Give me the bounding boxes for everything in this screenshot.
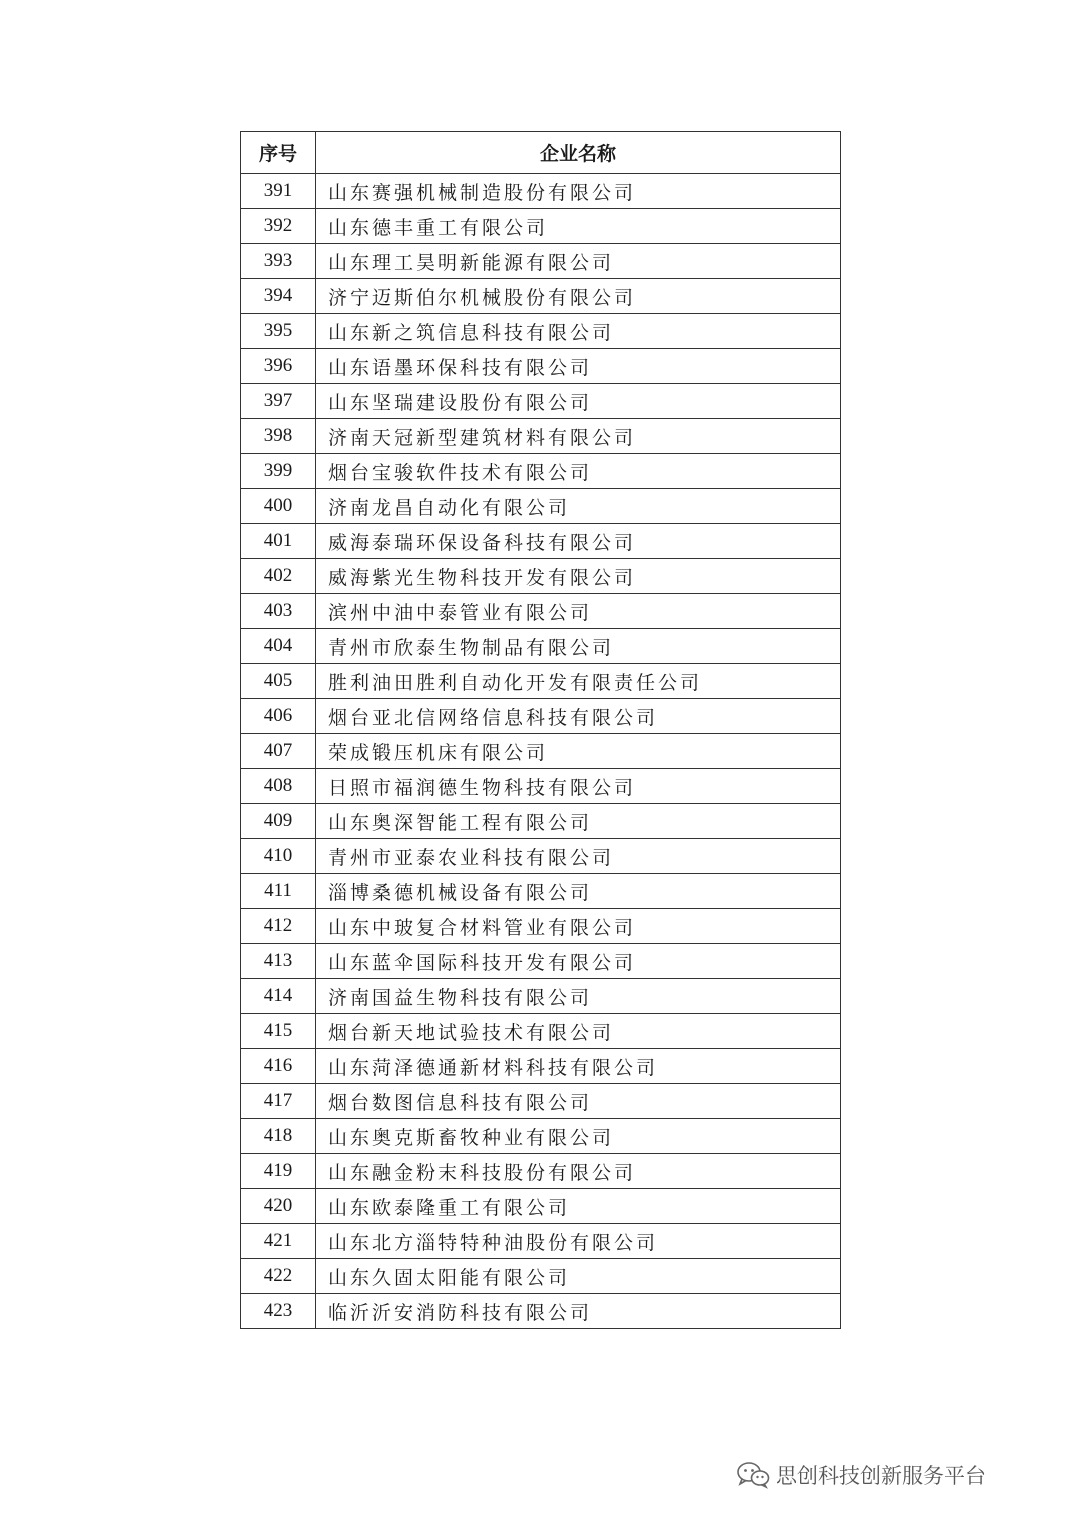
table-row [241,1119,841,1154]
serial-number-cell: 404 [241,629,316,664]
table-row [241,1259,841,1294]
company-name-cell: 日照市福润德生物科技有限公司 [316,769,841,804]
table-row [241,489,841,524]
serial-number-cell: 392 [241,209,316,244]
table-row [241,349,841,384]
company-name-cell: 淄博桑德机械设备有限公司 [316,874,841,909]
serial-number-cell: 412 [241,909,316,944]
table-row [241,244,841,279]
company-name-cell: 荣成锻压机床有限公司 [316,734,841,769]
company-name-cell: 胜利油田胜利自动化开发有限责任公司 [316,664,841,699]
serial-number-cell: 419 [241,1154,316,1189]
company-name-cell: 烟台亚北信网络信息科技有限公司 [316,699,841,734]
serial-number-cell: 403 [241,594,316,629]
table-row [241,279,841,314]
serial-number-cell: 415 [241,1014,316,1049]
serial-number-cell: 421 [241,1224,316,1259]
serial-number-cell: 405 [241,664,316,699]
company-name-cell: 烟台数图信息科技有限公司 [316,1084,841,1119]
table-row [241,174,841,209]
company-name-cell: 山东菏泽德通新材料科技有限公司 [316,1049,841,1084]
table-header-row [241,132,841,174]
company-name-cell: 济南天冠新型建筑材料有限公司 [316,419,841,454]
table-row [241,1294,841,1329]
company-name-cell: 威海泰瑞环保设备科技有限公司 [316,524,841,559]
table-row [241,734,841,769]
company-name-cell: 山东融金粉末科技股份有限公司 [316,1154,841,1189]
serial-number-cell: 398 [241,419,316,454]
table-row [241,664,841,699]
serial-number-cell: 410 [241,839,316,874]
serial-number-cell: 406 [241,699,316,734]
serial-number-cell: 422 [241,1259,316,1294]
serial-number-cell: 416 [241,1049,316,1084]
serial-number-cell: 407 [241,734,316,769]
company-name-cell: 山东蓝伞国际科技开发有限公司 [316,944,841,979]
company-name-cell: 烟台宝骏软件技术有限公司 [316,454,841,489]
table-row [241,804,841,839]
table-row [241,874,841,909]
table-row [241,1154,841,1189]
table-row [241,419,841,454]
table-row [241,1189,841,1224]
table-row [241,209,841,244]
table-row [241,699,841,734]
serial-number-cell: 395 [241,314,316,349]
table-body [241,174,841,1329]
serial-number-cell: 394 [241,279,316,314]
company-name-cell: 济宁迈斯伯尔机械股份有限公司 [316,279,841,314]
table-row [241,1049,841,1084]
header-company-name: 企业名称 [316,132,841,174]
company-name-cell: 济南国益生物科技有限公司 [316,979,841,1014]
table-row [241,594,841,629]
company-name-cell: 山东欧泰隆重工有限公司 [316,1189,841,1224]
company-name-cell: 山东中玻复合材料管业有限公司 [316,909,841,944]
company-name-cell: 滨州中油中泰管业有限公司 [316,594,841,629]
company-name-cell: 山东坚瑞建设股份有限公司 [316,384,841,419]
serial-number-cell: 402 [241,559,316,594]
serial-number-cell: 420 [241,1189,316,1224]
company-name-cell: 临沂沂安消防科技有限公司 [316,1294,841,1329]
table-row [241,314,841,349]
company-name-cell: 青州市亚泰农业科技有限公司 [316,839,841,874]
company-name-cell: 山东久固太阳能有限公司 [316,1259,841,1294]
company-name-cell: 威海紫光生物科技开发有限公司 [316,559,841,594]
serial-number-cell: 396 [241,349,316,384]
header-serial-number: 序号 [241,132,316,174]
watermark-text: 思创科技创新服务平台 [776,1464,986,1488]
company-name-cell: 济南龙昌自动化有限公司 [316,489,841,524]
serial-number-cell: 417 [241,1084,316,1119]
company-name-cell: 山东赛强机械制造股份有限公司 [316,174,841,209]
table-row [241,629,841,664]
company-name-cell: 烟台新天地试验技术有限公司 [316,1014,841,1049]
table-row [241,384,841,419]
table-row [241,979,841,1014]
serial-number-cell: 400 [241,489,316,524]
company-name-cell: 青州市欣泰生物制品有限公司 [316,629,841,664]
serial-number-cell: 393 [241,244,316,279]
company-name-cell: 山东德丰重工有限公司 [316,209,841,244]
table-row [241,1224,841,1259]
table-row [241,944,841,979]
serial-number-cell: 408 [241,769,316,804]
table-row [241,454,841,489]
wechat-icon [736,1461,770,1489]
serial-number-cell: 414 [241,979,316,1014]
serial-number-cell: 399 [241,454,316,489]
serial-number-cell: 391 [241,174,316,209]
serial-number-cell: 423 [241,1294,316,1329]
company-name-cell: 山东新之筑信息科技有限公司 [316,314,841,349]
table-row [241,839,841,874]
table-row [241,1084,841,1119]
table-row [241,524,841,559]
table-row [241,559,841,594]
serial-number-cell: 411 [241,874,316,909]
company-name-cell: 山东北方淄特特种油股份有限公司 [316,1224,841,1259]
serial-number-cell: 409 [241,804,316,839]
company-name-cell: 山东奥克斯畜牧种业有限公司 [316,1119,841,1154]
company-list-table [240,131,841,1329]
table-row [241,909,841,944]
company-name-cell: 山东奥深智能工程有限公司 [316,804,841,839]
watermark [736,1460,986,1490]
company-name-cell: 山东语墨环保科技有限公司 [316,349,841,384]
serial-number-cell: 397 [241,384,316,419]
table-row [241,1014,841,1049]
table-row [241,769,841,804]
company-name-cell: 山东理工昊明新能源有限公司 [316,244,841,279]
serial-number-cell: 418 [241,1119,316,1154]
serial-number-cell: 413 [241,944,316,979]
serial-number-cell: 401 [241,524,316,559]
